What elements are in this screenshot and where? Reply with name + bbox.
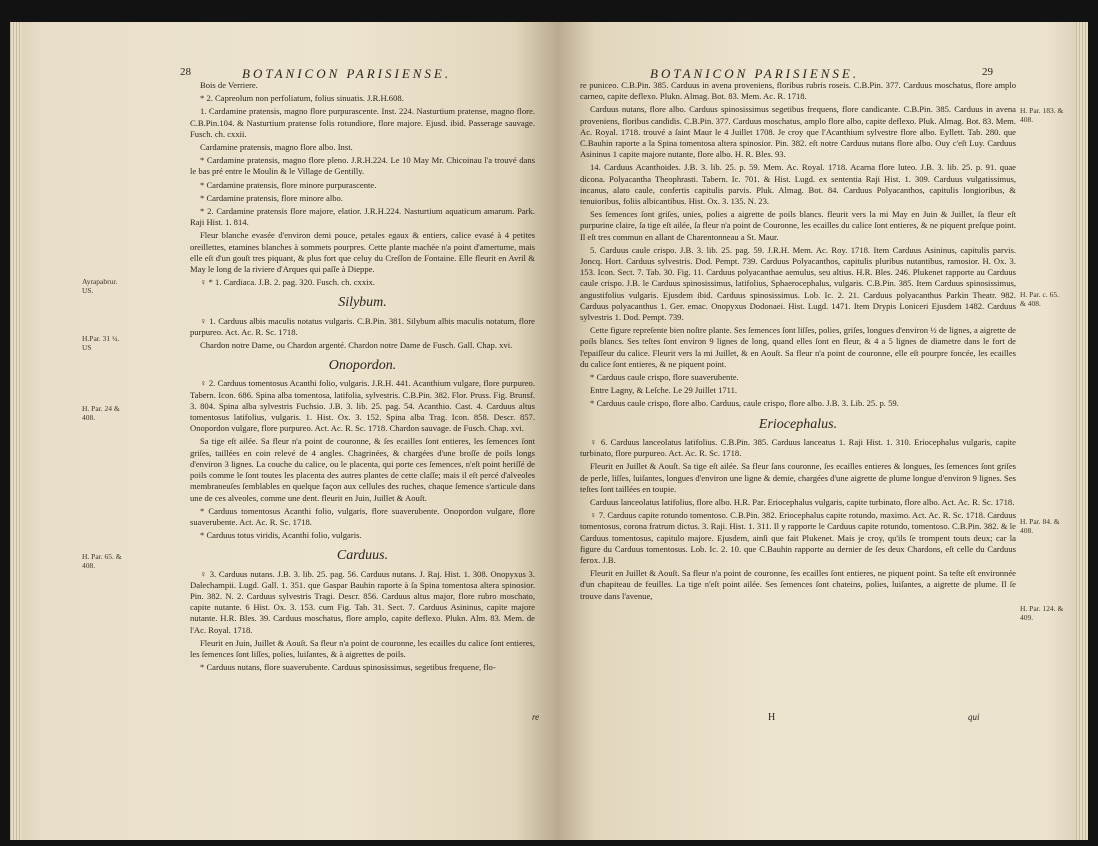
left-catchword: re [532,712,540,722]
text-paragraph: ♀ * 1. Cardiaca. J.B. 2. pag. 320. Fusch. ch. cxxix. [200,277,375,288]
text-paragraph: * Carduus tomentosus Acanthi folio, vulgaris, flore suaverubente. Onopordon vulgare, flore suaverubente. Act. Ac. R. Sc. 1718. [190,505,535,527]
text-paragraph: * Carduus nutans, flore suaverubente. Carduus spinosissimus, segetibus frequene, flo- [200,662,496,673]
text-paragraph: ♀ 3. Carduus nutans. J.B. 3. lib. 25. pag. 56. Carduus nutans. J. Raj. Hist. 1. 308. Onopyxus 3. Dalechampii. Lugd. Gall. 1. 351. que Gaspar Bauhin raporte à ſa Spina tomentosa altera spinosior. Pin. 382. N. 2. Carduus sylvestris Tragi. Descr. 856. Carduus altus major, flore rubro moschato, capite nutante. 6 Hist. Ox. 3. 153. cum Fig. Tab. 31. Sect. 7. Carduus Asininus, capite majore nutante. H.R. Bles. 39. Carduus moschatus, flore amplo, capite deflexo. Plukn. Alm. 83. Mem. de l'Ac. Royal. 1718. [190,568,535,635]
text-paragraph: Entre Lagny, & Leſche. Le 29 Juillet 1711. [590,385,738,396]
text-paragraph: ♀ 2. Carduus tomentosus Acanthi folio, vulgaris. J.R.H. 441. Acanthium vulgare, flore purpureo. Tabern. Icon. 686. Spina alba tomentosa, latifolia, sylvestris. C.B.Pin. 382. Flor. Pruss. Fig. Brunsf. 3. 804. Spina alba sylvestris Fuchsio. J.B. 3. lib. 25. pag. 54. Acanthio. Cast. 4. Carduus altus tomentosus latifolius, vulgaris. 1. Hist. Ox. 3. 152. Spina alba Trag. Icon. 858. Descr. 857. Onopordon vulgare, flore purpureo. Act. Ac. R. Sc. 1718. Chardon sauvage. de Fusch. Chap. xvi. [190,378,535,434]
text-paragraph: * Carduus caule crispo, flore albo. Carduus, caule crispo, flore albo. J.B. 3. Lib. 25. p. 59. [590,398,899,409]
left-running-head: BOTANICON PARISIENSE. [242,66,452,81]
text-paragraph: * 2. Capreolum non perfoliatum, folius sinuatis. J.R.H.608. [200,93,404,104]
text-paragraph: * Cardamine pratensis, flore minore albo. [200,192,343,203]
margin-note: H. Par. 84. & 408. [1020,517,1060,535]
right-text-block [580,80,1016,604]
text-paragraph: ♀ 6. Carduus lanceolatus latifolius. C.B.Pin. 385. Carduus lanceatus 1. Raji Hist. 1. 310. Eriocephalus vulgaris, capite turbinato, flore purpureo. Act. Ac. R. Sc. 1718. [580,436,1016,459]
text-paragraph: * Cardamine pratensis, flore minore purpurascente. [200,179,377,190]
text-paragraph: re puniceo. C.B.Pin. 385. Carduus in avena proveniens, floribus rubris roseis. C.B.Pin. 377. Carduus moschatus, flore amplo carneo, capite deflexo. Plukn. Almag. Bot. 83. Mem. Ac. R. 1718. [580,80,1016,102]
right-page-number: 29 [982,66,993,78]
margin-note: H. Par. 183. & 408. [1020,106,1064,124]
text-paragraph: 1. Cardamine pratensis, magno flore purpurascente. Inst. 224. Nasturtium pratense, magno flore. C.B.Pin.104. & Nasturtium pratense folis rotundiore, flore majore. Ejusd. ibid. Passerage sauvage. Fusch. ch. cxxii. [190,106,535,139]
right-catchword: qui [968,712,980,722]
margin-note: H. Par. 65. & 408. [82,552,122,570]
left-text-block [190,80,535,675]
text-paragraph: Fleurit en Juillet & Aouſt. Sa tige eſt ailée. Sa fleur ſans couronne, ſes ecailles entieres & longues, ſes ſemences ſont griſes de perle, liſſes, luiſantes, longues d'environ une ligne & demie, chargées d'une aigrette de plume longue d'environ 9 lignes. Ses teſtes ſont taillées en toupie. [580,461,1016,494]
text-paragraph: * Carduus totus viridis, Acanthi folio, vulgaris. [200,530,362,541]
section-heading-silybum: Silybum. [338,295,387,311]
text-paragraph: ♀ 7. Carduus capite rotundo tomentoso. C.B.Pin. 382. Eriocephalus capite rotundo, maximo. Act. Ac. R. Sc. 1718. Carduus tomentosus, corona fratrum dictus. 3. Raji. Hist. 1. 311. Il y rapporte le Carduus capite rotundo, tomentoso. C.B.Pin. 382. & le Carduus tomentosus, capitulo majore. Ejusdem, ainſi que fait Plukenet. Mais je croy, qu'ils ſe trompent touts deux; car la figure du Carduus tomentosus. Lob. Ic. 2. 10. que C.Bauhin rapporte au dernier de ſes deux Chardons, eſt celle du Carduus ferox. J.B. [580,510,1016,565]
text-paragraph: Carduus nutans, flore albo. Carduus spinosissimus segetibus frequens, flore candicante. C.B.Pin. 385. Carduus in avena proveniens, floribus candidis. C.B.Pin. 377. Carduus moschatus, amplo flore albo, capite deflexo. Pluk. Almag. Bot. 83. Mem. Ac. Royal. 1718. trouvé a ſaint Maur le 4 Juillet 1708. Je croy que l'Acanthium sylvestre flore albo. Eyllett. Tab. 280. que C.Bauhin raporte a la Spina tomentosa altera spinosior. Pin. 382. eſt notre Carduus nutans flore albo. Ouy c'eſt Luy. Carduus Asininus 1 capite majore nutante, flore albo. H. R. Bles. 93. [580,104,1016,160]
margin-note: H. Par. 24 & 408. [82,404,120,422]
text-paragraph: Fleur blanche evasée d'environ demi pouce, petales egaux & entiers, calice evasé à 4 petites oreillettes, etamines blanches à sommets pourpres. Cette plante machée n'a point d'amertume, mais elle eſt d'un gouſt tres piquant, & plus fort que celuy du Creſſon de Fontaine. Elle fleurit en Avril & May le long de la riviere d'Arques qui paſſe à Dieppe. [190,230,535,275]
book-spread [10,22,1088,840]
text-paragraph: Chardon notre Dame, ou Chardon argenté. Chardon notre Dame de Fusch. Gall. Chap. xvi. [200,340,513,351]
section-heading-carduus: Carduus. [336,548,389,564]
right-running-head: BOTANICON PARISIENSE. [650,66,860,81]
text-paragraph: Bois de Verriere. [200,80,258,90]
margin-note: H. Par. c. 65. & 408. [1020,290,1059,308]
text-paragraph: Fleurit en Juillet & Aouſt. Sa fleur n'a point de couronne, ſes ecailles ſont entieres, ne piquent point. Sa teſte eſt environnée d'un chapiteau de feuilles. La tige n'eſt point ailée. Ses ſemences ſont chateins, polies, luiſantes, a aigrette de plume. Il ſe trouve dans l'avenue, [580,568,1016,601]
text-paragraph: Fleurit en Juin, Juillet & Aouſt. Sa fleur n'a point de couronne, les ecailles du calice ſont entieres, les ſemences ſont liſſes, polies, luiſantes, & à aigrettes de poils. [190,637,535,659]
text-paragraph: Carduus lanceolatus latifolius, flore albo. H.R. Par. Eriocephalus vulgaris, capite turbinato, flore albo. Act. Ac. R. Sc. 1718. [590,496,1015,507]
text-paragraph: Cardamine pratensis, magno flore albo. Inst. [200,142,353,153]
text-paragraph: 5. Carduus caule crispo. J.B. 3. lib. 25. pag. 59. J.R.H. Mem. Ac. Roy. 1718. Item Carduus Asininus, capitulis parvis. Joncq. Hort. Carduus sylvestris. Dod. Pempt. 739. Carduus Polyacanthos, capitulis pluribus nutantibus, ramosior. H. Ox. 3. 153. Icon. Sect. 7. Tab. 30. Fig. 11. Carduus polyacanthae aemulus, seu altius. H.R. Bles. 246. Plukenet rapporte au Carduus caule crispo. J.B. le Carduus spinosissimus, latifolius, Sphaerocephalus, vulgaris. C.B.Pin. 385. Item Carduus spinosissimus, angustifolius vulgaris. Ejusdem ibid. Carduus spinosissimus. Lob. Ic. 2. 21. Carduus polyacanthus Parkin Theatr. 982. Carduus polyacanthus 1. Ger. emac. Onopyxus Dodonaei. Hist. Lugd. 1471. Item Drypis Loniceri Ejusdem 1482. Carduus sylvestris 1. Dod. Pempt. 739. [580,244,1016,323]
signature-mark: H [768,712,776,723]
section-heading-onopordon: Onopordon. [328,358,397,374]
text-paragraph: * Carduus caule crispo, flore suaverubente. [590,372,739,383]
text-paragraph: Cette figure repreſente bien noſtre plante. Ses ſemences ſont liſſes, polies, griſes, longues d'environ ½ de lignes, a aigrette de poils blancs. Ses teſtes ſont environ 9 lignes de long, quand elles ſont en fleur, & 4 a 5 lignes de diametre dans le fort de l'epaiſſeur du calice. Fleurit vers la mi Juillet, & en Aouſt. Sa fleur n'a point de couronne, elle eſt pourpre foncée, les ecailles du calice ſont entieres, & ne piquent point. [580,325,1016,369]
left-page-edges [10,22,22,840]
text-paragraph: 14. Carduus Acanthoides. J.B. 3. lib. 25. p. 59. Mem. Ac. Royal. 1718. Acarna flore luteo. J.B. 3. lib. 25. p. 91. quae dicona. Polyacantha Theophrasti. Tabern. Ic. 701. & Hist. Lugd. ex sententia Raji Hist. 1. 309. Carduus vulgatissimus, incanus, alato caule, confertis capitulis parvis. Pluk. Almag. Bot. 84. Carduus Polyacanthos, capitulis longioribus, & tenuioribus, foliis albicantibus. Hist. Ox. 3. 135. N. 23. [580,162,1016,207]
left-page [10,22,558,840]
margin-note: H. Par. 124. & 409. [1020,604,1064,622]
left-page-number: 28 [180,66,191,78]
text-paragraph: Sa tige eſt ailée. Sa fleur n'a point de couronne, & ſes ecailles ſont entieres, les ſemences ſont griſes, taillées en coin relevé de 4 angles. Chagrinées, & chargées d'une broſſe de poils longs d'environ 3 lignes. La couche du calice, ou le placenta, qui porte ces ſemences, n'eſt point heriſſé de poils comme le ſont toutes les placenta des autres plantes de cette claſſe; mais il eſt percé d'alveoles membraneuſes ſemblables en quelque façon aux cellules des ruches, chaque ſemence s'articule dans une de ces alveoles, comme une dent. fleurit en Juin, Juillet & Aouſt. [190,436,535,503]
text-paragraph: Ses ſemences ſont griſes, unies, polies a aigrette de poils blancs. fleurit vers la mi May en Juin & Juillet, ſa fleur eſt purpurine claire, ſa tige eſt ailée, ſa fleur n'a point de Couronne, les ecailles du calice ſont entieres, & ne piquent preſque point. Il eſt tres commun en allant de Charentonneau a St. Maur. [580,209,1016,242]
right-page-edges [1076,22,1088,840]
margin-note: H.Par. 31 ¼. US [82,334,120,352]
section-heading-eriocephalus: Eriocephalus. [758,416,838,432]
text-paragraph: * Cardamine pratensis, magno flore pleno. J.R.H.224. Le 10 May Mr. Chicoinau l'a trouvé dans le bas pré entre le Moulin & le Village de Gentilly. [190,155,535,177]
text-paragraph: ♀ 1. Carduus albis maculis notatus vulgaris. C.B.Pin. 381. Silybum albis maculis notatum, flore purpureo. Act. Ac. R. Sc. 1718. [190,315,535,337]
margin-note: Ayrapabrur. US. [82,277,118,295]
right-page [558,22,1088,840]
text-paragraph: * 2. Cardamine pratensis flore majore, elatior. J.R.H.224. Nasturtium aquaticum amarum. Park. Raji Hist. 1. 814. [190,206,535,228]
